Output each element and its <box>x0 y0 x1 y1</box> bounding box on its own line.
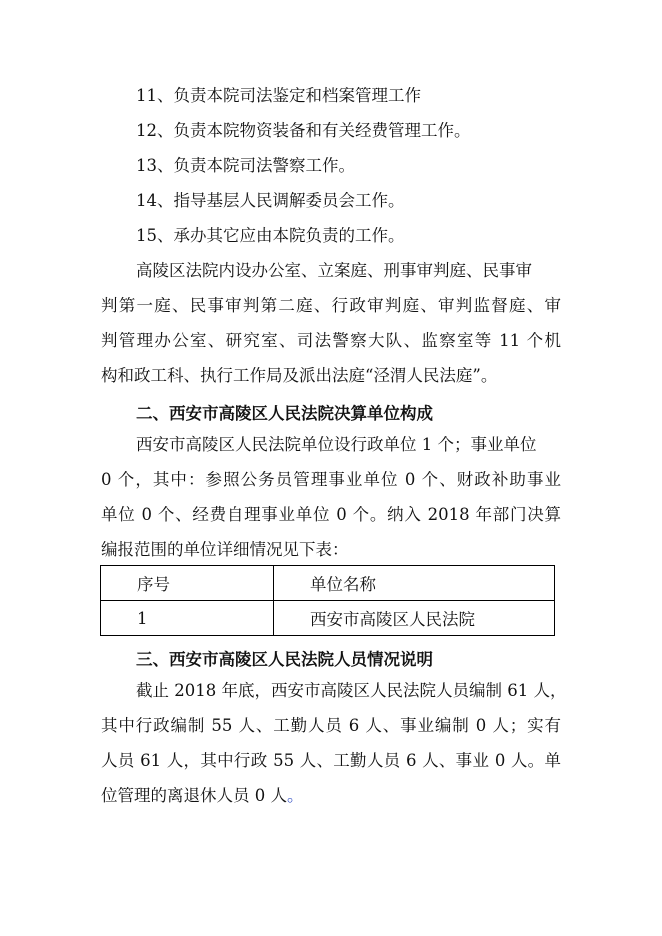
section2-line-4: 编报范围的单位详细情况见下表： <box>101 540 349 559</box>
header-serial: 序号 <box>101 566 274 601</box>
section2-line-1: 西安市高陵区人民法院单位设行政单位 1 个；事业单位 <box>136 435 537 454</box>
intro-line-1: 高陵区法院内设办公室、立案庭、刑事审判庭、民事审 <box>136 261 532 280</box>
item-13: 13、负责本院司法警察工作。 <box>136 156 355 175</box>
item-14: 14、指导基层人民调解委员会工作。 <box>136 191 405 210</box>
section3-heading: 三、西安市高陵区人民法院人员情况说明 <box>136 650 433 669</box>
intro-line-3: 判管理办公室、研究室、司法警察大队、监察室等 11 个机 <box>101 331 561 350</box>
item-15: 15、承办其它应由本院负责的工作。 <box>136 226 405 245</box>
item-12: 12、负责本院物资装备和有关经费管理工作。 <box>136 121 471 140</box>
cell-unit-name: 西安市高陵区人民法院 <box>274 601 555 636</box>
section3-line-2: 其中行政编制 55 人、工勤人员 6 人、事业编制 0 人；实有 <box>101 716 561 735</box>
table-header-row <box>101 566 555 601</box>
item-11: 11、负责本院司法鉴定和档案管理工作 <box>136 86 421 105</box>
section3-line-4-text: 位管理的离退休人员 0 人 <box>101 786 287 805</box>
intro-line-4: 构和政工科、执行工作局及派出法庭“泾渭人民法庭”。 <box>101 366 498 385</box>
unit-table <box>100 565 555 636</box>
section3-line-1: 截止 2018 年底，西安市高陵区人民法院人员编制 61 人， <box>136 681 567 700</box>
section2-line-2: 0 个，其中：参照公务员管理事业单位 0 个、财政补助事业 <box>101 470 561 489</box>
table-row <box>101 601 555 636</box>
end-mark: 。 <box>287 786 304 805</box>
intro-line-2: 判第一庭、民事审判第二庭、行政审判庭、审判监督庭、审 <box>101 296 561 315</box>
cell-serial: 1 <box>101 601 274 636</box>
section2-heading: 二、西安市高陵区人民法院决算单位构成 <box>136 404 433 423</box>
header-unit-name: 单位名称 <box>274 566 555 601</box>
section3-line-4 <box>101 786 304 806</box>
section2-line-3: 单位 0 个、经费自理事业单位 0 个。纳入 2018 年部门决算 <box>101 505 561 524</box>
section3-line-3: 人员 61 人，其中行政 55 人、工勤人员 6 人、事业 0 人。单 <box>101 751 561 770</box>
